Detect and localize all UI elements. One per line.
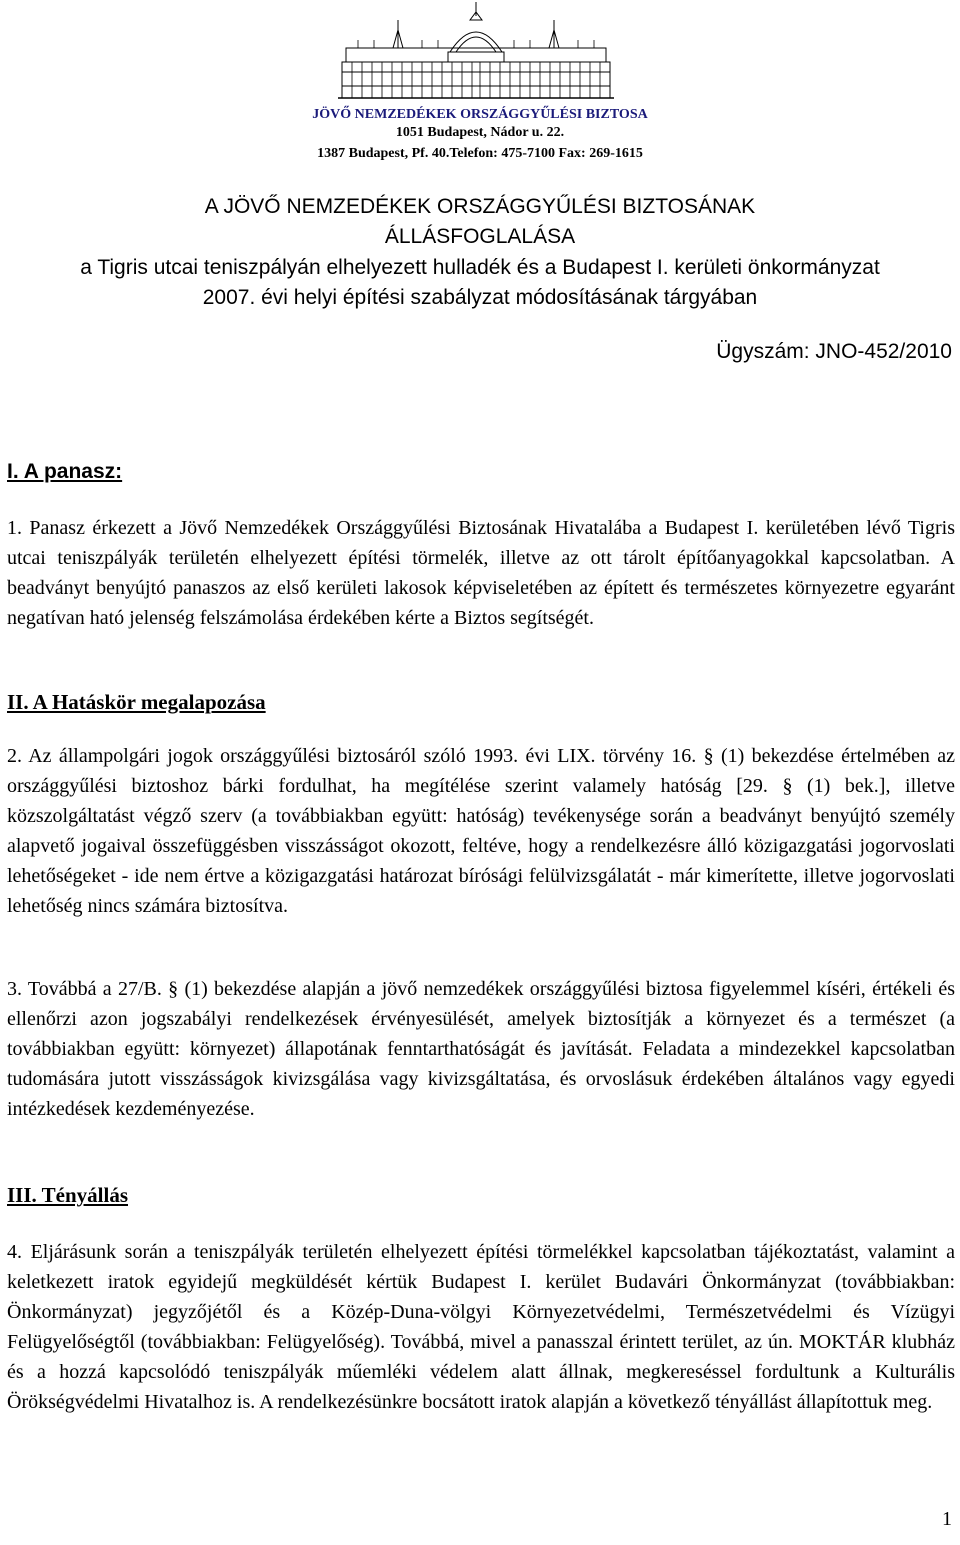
organization-name: JÖVŐ NEMZEDÉKEK ORSZÁGGYŰLÉSI BIZTOSA [312, 107, 648, 122]
section-heading-facts: III. Tényállás [7, 1183, 128, 1207]
section-heading-complaint: I. A panasz: [7, 460, 123, 483]
paragraph-1: 1. Panasz érkezett a Jövő Nemzedékek Országgyűlési Biztosának Hivatalába a Budapest I. kerületében lévő Tigris utcai teniszpályák területén elhelyezett építési törmelék, illetve az ott tárolt építőanyagokkal kapcsolatban. A beadványt benyújtó panaszos az első kerületi lakosok képviseletében az épített és természetes környezetre egyaránt negatívan ható jelenség felszámolása érdekében kérte a Biztos segítségét. [7, 517, 955, 629]
paragraph-2: 2. Az állampolgári jogok országgyűlési biztosáról szóló 1993. évi LIX. törvény 16. § (1) bekezdése értelmében az országgyűlési biztoshoz bárki fordulhat, ha megítélése szerint valamely hatóság [29. § (1) bek.], illetve közszolgáltatást végző szerv (a továbbiakban együtt: hatóság) tevékenysége során a beadványt benyújtó személy alapvető jogaival összefüggésben visszásságot okozott, feltéve, hogy a rendelkezésre álló közigazgatási jogorvoslati lehetőségeket - ide nem értve a közigazgatási határozat bírósági felülvizsgálatát - már kimerítette, illetve jogorvoslati lehetőség nincs számára biztosítva. [7, 745, 955, 917]
paragraph-3: 3. Továbbá a 27/B. § (1) bekezdése alapján a jövő nemzedékek országgyűlési biztosa figyelemmel kíséri, értékeli és ellenőrzi azon jogszabályi rendelkezések érvényesülését, amelyek biztosítják a környezet és a természet (a továbbiakban együtt: környezet) állapotának fenntarthatóságát és javítását. Feladata a mindezekkel kapcsolatban tudomására jutott visszásságok kivizsgálása vagy kivizsgáltatása, és orvoslásuk érdekében általános vagy egyedi intézkedések kezdeményezése. [7, 978, 955, 1120]
document-subject-line-1: a Tigris utcai teniszpályán elhelyezett hulladék és a Budapest I. kerületi önkormányzat [80, 256, 880, 279]
paragraph-4: 4. Eljárásunk során a teniszpályák területén elhelyezett építési törmelékkel kapcsolatban tájékoztatást, valamint a keletkezett iratok egyidejű megküldését kértük Budapest I. kerület Budavári Önkormányzat (továbbiakban: Önkormányzat) jegyzőjétől és a Közép-Duna-völgyi Környezetvédelmi, Természetvédelmi és Vízügyi Felügyelőségtől (továbbiakban: Felügyelőség). Továbbá, mivel a panasszal érintett terület, az ún. MOKTÁR klubház és a hozzá kapcsolódó teniszpályák műemléki védelem alatt állnak, megkereséssel fordultunk a Kulturális Örökségvédelmi Hivatalhoz is. A rendelkezésünkre bocsátott iratok alapján a következő tényállást állapítottuk meg. [7, 1241, 955, 1413]
document-subject-line-2: 2007. évi helyi építési szabályzat módosításának tárgyában [202, 286, 758, 309]
section-heading-competence: II. A Hatáskör megalapozása [7, 690, 266, 714]
document-title-line-2: ÁLLÁSFOGLALÁSA [384, 225, 576, 248]
document-title-line-1: A JÖVŐ NEMZEDÉKEK ORSZÁGGYŰLÉSI BIZTOSÁNAK [204, 195, 756, 218]
organization-contact: 1387 Budapest, Pf. 40.Telefon: 475-7100 Fax: 269-1615 [317, 146, 643, 161]
parliament-logo [338, 0, 614, 103]
organization-address: 1051 Budapest, Nádor u. 22. [395, 125, 565, 140]
case-number: Ügyszám: JNO-452/2010 [716, 340, 952, 363]
page-number: 1 [942, 1508, 952, 1530]
